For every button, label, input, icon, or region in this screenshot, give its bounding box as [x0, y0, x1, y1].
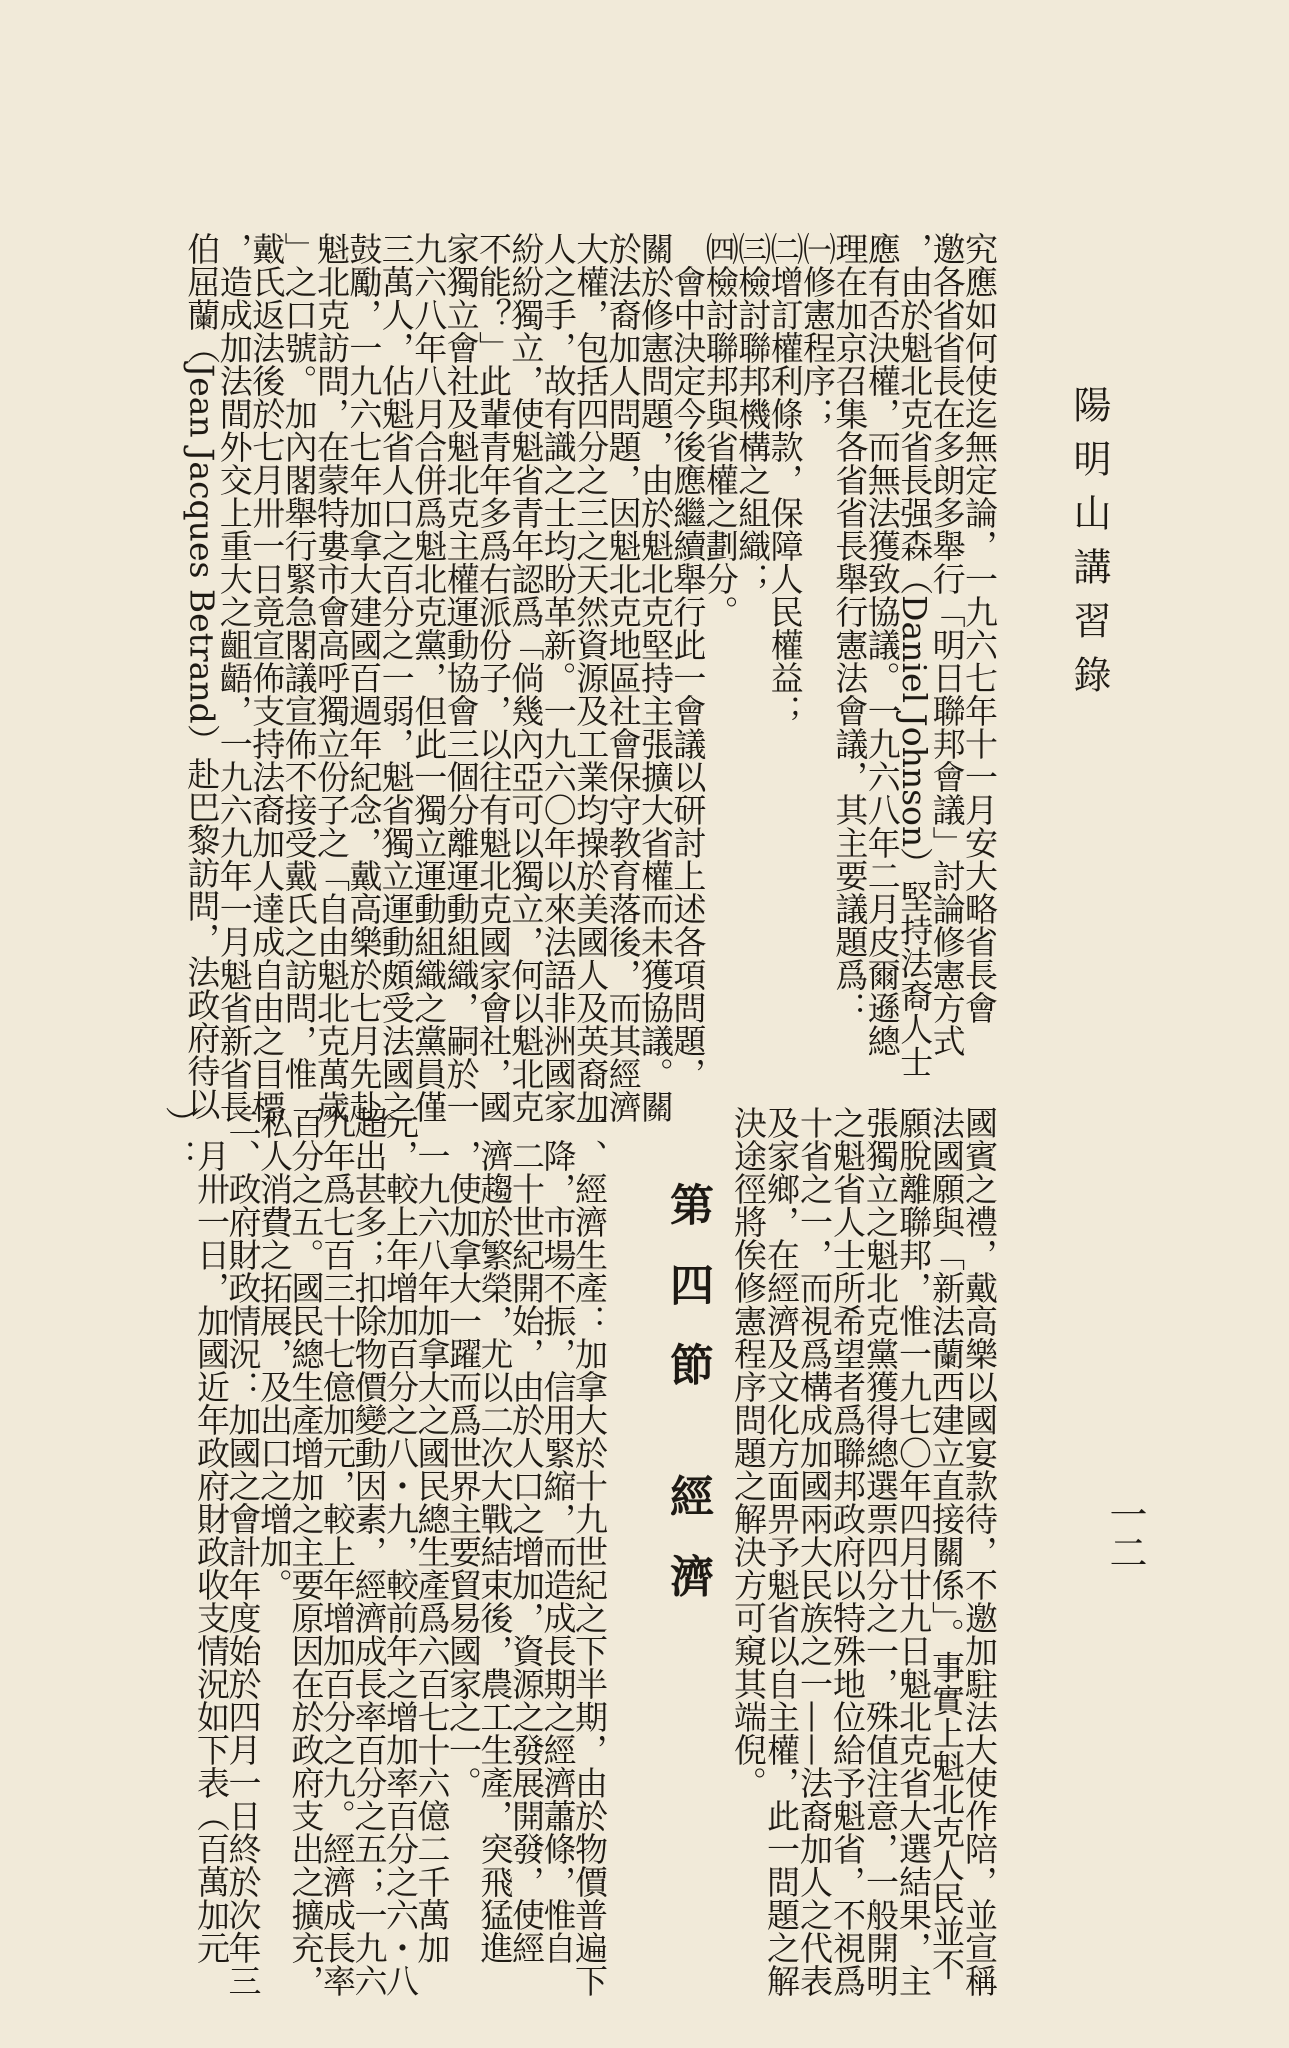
text-column: 會中決定今後應繼續舉行此一會議以研討上述各項問題， — [668, 265, 708, 1090]
text-column: 私人消費之拓展，及出口之增加。 — [255, 1106, 294, 1601]
text-column: 願脫離聯邦，惟一九七〇年四月廿九日魁北克省大選結果，主 — [894, 1106, 933, 1997]
text-column: 二、政府財政情況：加國之會計年度始於四月一日終於次年三 — [223, 1106, 263, 1997]
text-column: 決途徑將俟修憲程序問題之解決方可窺其端倪。 — [729, 1106, 768, 1799]
text-column: 濟趨於繁榮，尤以二次大戰結束後，農工生產，突飛猛進 — [475, 1139, 515, 1964]
text-column: 月卅一日，加國近年政府財政收支情況如下表（百萬加元 — [192, 1139, 231, 1964]
text-column: 關於修憲問題，由於魁北克堅持主張擴大省權而未獲協議。關 — [636, 232, 675, 1123]
text-column: 應有否決權，而無法獲致協議。一九六八年二月皮爾遜總 — [862, 232, 902, 1057]
text-column: 家獨立會社及魁北克主權運動協會三個分離運動組織，嗣於一 — [441, 232, 481, 1123]
text-column: 九年爲七百三十七億加元，較上年增加百分之九。經濟成長率 — [318, 1106, 357, 1997]
text-column: ㈣檢討聯邦與省權之劃分。 — [700, 232, 740, 628]
text-column: 元，較上年增加百分之八・九，較前年之增加率百分之六・八 — [381, 1106, 420, 1997]
text-column: 降，市場不振，信用緊縮，而造成長期之經濟蕭條，惟自 — [538, 1139, 578, 1964]
text-column: ㈢檢討聯邦機構之組織； — [733, 232, 773, 595]
text-column: 魁北克訪問，在蒙特婁市會高呼獨立份子之「自由魁北克萬歲 — [312, 232, 351, 1123]
text-column: 國賓之禮，戴高樂以國宴款待，不邀加駐法大使作陪，並宣稱 — [960, 1106, 999, 1997]
text-column: 於法裔加人問題，因魁北克地區社會保守教育落後，而其經濟 — [603, 232, 643, 1123]
upper-text-block — [182, 232, 1020, 1123]
text-column: 邀各省省長在多朗多舉行「明日聯邦會議」討論修憲方式 — [927, 232, 967, 1057]
text-column: 紛紛獨立，使魁省青年認爲「倘幾內亞可以獨立，何以魁北克 — [506, 232, 546, 1123]
text-column: 戴氏返法後於七月卅一日竟宣佈支持法裔加人達成自由之目標 — [247, 232, 287, 1123]
text-column: 張獨立之魁北克黨獲得總選票四分之一，殊值注意，一般開明 — [861, 1106, 900, 1997]
text-column: 超出甚多；扣除物價變動因素，經濟成長率百分之五；一九六 — [349, 1106, 389, 1997]
text-column: 三萬人，佔魁省人口之百分之一弱，魁省獨立運動頗受法國之 — [376, 232, 416, 1123]
text-column: ，由於魁北克省長强森（Daniel Johnson）堅持法裔人士 — [895, 232, 935, 1079]
text-column: ）： — [160, 1106, 200, 1172]
lower-left-text-block — [160, 1106, 610, 1997]
text-column: ㈡增訂權利條款，保障人民權益； — [765, 232, 805, 727]
text-column: 大權，包括四分之三之天然資源及工業均操於美國人及英裔加 — [571, 232, 611, 1123]
text-column: 九六八年八月合併爲魁北克黨，但此一獨立運動組織之黨員僅 — [409, 232, 449, 1123]
text-column: 一、經濟生產：加拿大於十九世紀之下半期，由於物價普遍下 — [570, 1106, 609, 1997]
text-column: 伯屈蘭（Jean Jacques Betrand）赴巴黎訪問，法政府待以 — [182, 232, 222, 1120]
section-title: 第四節 經濟 — [662, 1182, 713, 1634]
text-column: ，造成加法間外交上重大之齟齬，一九六九年一月魁省新省長 — [214, 232, 254, 1123]
text-column: 百分之五。國民總生產增加之主要原因在於政府支出之擴充， — [286, 1106, 326, 1997]
text-column: 」之口號。加內閣舉行緊急閣議宣佈不接受戴氏之訪問，惟 — [279, 232, 319, 1090]
text-column: 究應如何使迄無定論，一九六七年十一月安大略省長會 — [960, 232, 999, 1024]
text-column: ，使加拿大一躍而爲世界主要貿易國家之一。 — [444, 1139, 483, 1799]
lower-right-text-block — [725, 1106, 1025, 1997]
text-column: ㈠修憲程序； — [798, 232, 837, 430]
text-column: 之魁省人士所希望者爲聯邦政府以特殊地位給予魁省，不視爲 — [828, 1106, 867, 1997]
text-column: 十省之一，而視爲構成加國兩大民族之一——法裔加人之代表 — [795, 1106, 834, 1997]
running-title: 陽明山講習錄 — [1067, 385, 1111, 709]
text-column: 一九六八年加拿大之國民總生產爲六百七十六億二千萬加 — [412, 1139, 452, 1964]
page-number: 一二 — [1103, 1495, 1147, 1571]
text-column: 鼓勵，一九六七年加拿大建國百週年紀念，戴高樂於七月先赴 — [344, 232, 384, 1123]
text-column: 及家鄉，在經濟及文化方面畀予魁省以自主權，此一問題之解 — [762, 1106, 801, 1997]
text-column: 理在加京召集各省省長舉行憲法會議，其主要議題爲： — [830, 232, 870, 1024]
text-column: 法國願與「新法蘭西建立直接關係」。事實上魁北克人民並不 — [927, 1106, 966, 1981]
text-column: 二十世紀開始，由於人口之增加，資源之發展開發，使經 — [507, 1139, 546, 1964]
text-column: 不能？」此輩青年多爲右派份子，以往有魁北克國家會社，國 — [474, 232, 513, 1123]
text-column: 人之手，故有識之士均盼革新。一九六〇年以來法語非洲國家 — [538, 232, 578, 1123]
